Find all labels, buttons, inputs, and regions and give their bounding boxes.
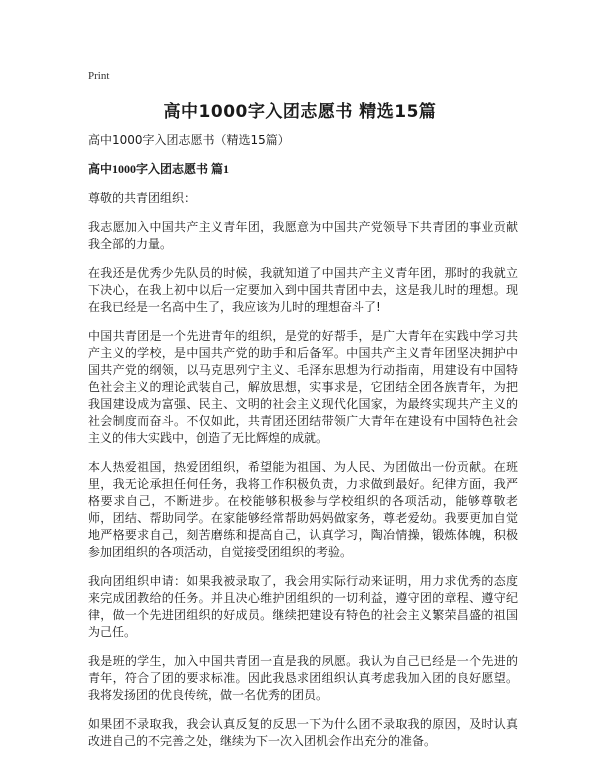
section-heading: 高中1000字入团志愿书 篇1 bbox=[88, 162, 230, 176]
body-paragraph: 中国共青团是一个先进青年的组织，是党的好帮手，是广大青年在实践中学习共产主义的学校，是中国共产党的助手和后备军。中国共产主义青年团坚决拥护中国共产党的纲领，以马克思列宁主义、毛泽东思想为行动指南，用建设有中国特色社会主义的理论武装自己，解放思想，实事求是，它团结全团各族青年，为把我国建设成为富强、民主、文明的社会主义现代化国家，为最终实现共产主义的社会制度而奋斗。不仅如此，共青团还团结带领广大青年在建设有中国特色社会主义的伟大实践中，创造了无比辉煌的成就。 bbox=[88, 329, 518, 445]
body-paragraph: 本人热爱祖国，热爱团组织，希望能为祖国、为人民、为团做出一份贡献。在班里，我无论承担任何任务，我将工作积极负责，力求做到最好。纪律方面，我严格要求自己，不断进步。在校能够积极参与学校组织的各项活动，能够尊敬老师，团结、帮助同学。在家能够经常帮助妈妈做家务，尊老爱幼。我要更加自觉地严格要求自己，刻苦磨练和提高自己，认真学习，陶冶情操，锻炼体魄，积极参加团组织的各项活动，自觉接受团组织的考验。 bbox=[88, 460, 518, 559]
document-body bbox=[88, 132, 518, 762]
print-label: Print bbox=[88, 70, 110, 82]
body-paragraph: 我志愿加入中国共产主义青年团，我愿意为中国共产党领导下共青团的事业贡献我全部的力量。 bbox=[88, 220, 518, 251]
body-paragraph: 如果团不录取我，我会认真反复的反思一下为什么团不录取我的原因，及时认真改进自己的不完善之处，继续为下一次入团机会作出充分的准备。 bbox=[88, 717, 518, 748]
document-subtitle: 高中1000字入团志愿书（精选15篇） bbox=[88, 133, 290, 147]
body-paragraph: 在我还是优秀少先队员的时候，我就知道了中国共产主义青年团，那时的我就立下决心，在我上初中以后一定要加入到中国共青团中去，这是我儿时的理想。现在我已经是一名高中生了，我应该为儿时的理想奋斗了! bbox=[88, 266, 518, 314]
document-title: 高中1000字入团志愿书 精选15篇 bbox=[163, 102, 437, 122]
body-paragraph: 我向团组织申请：如果我被录取了，我会用实际行动来证明，用力求优秀的态度来完成团教给的任务。并且决心维护团组织的一切利益，遵守团的章程、遵守纪律，做一个先进团组织的好成员。继续把建设有特色的社会主义繁荣昌盛的祖国为己任。 bbox=[88, 574, 518, 639]
body-paragraph: 我是班的学生，加入中国共青团一直是我的夙愿。我认为自己已经是一个先进的青年，符合了团的要求标准。因此我恳求团组织认真考虑我加入团的良好愿望。我将发扬团的优良传统，做一名优秀的团员。 bbox=[88, 654, 518, 702]
salutation-paragraph: 尊敬的共青团组织： bbox=[88, 191, 197, 205]
